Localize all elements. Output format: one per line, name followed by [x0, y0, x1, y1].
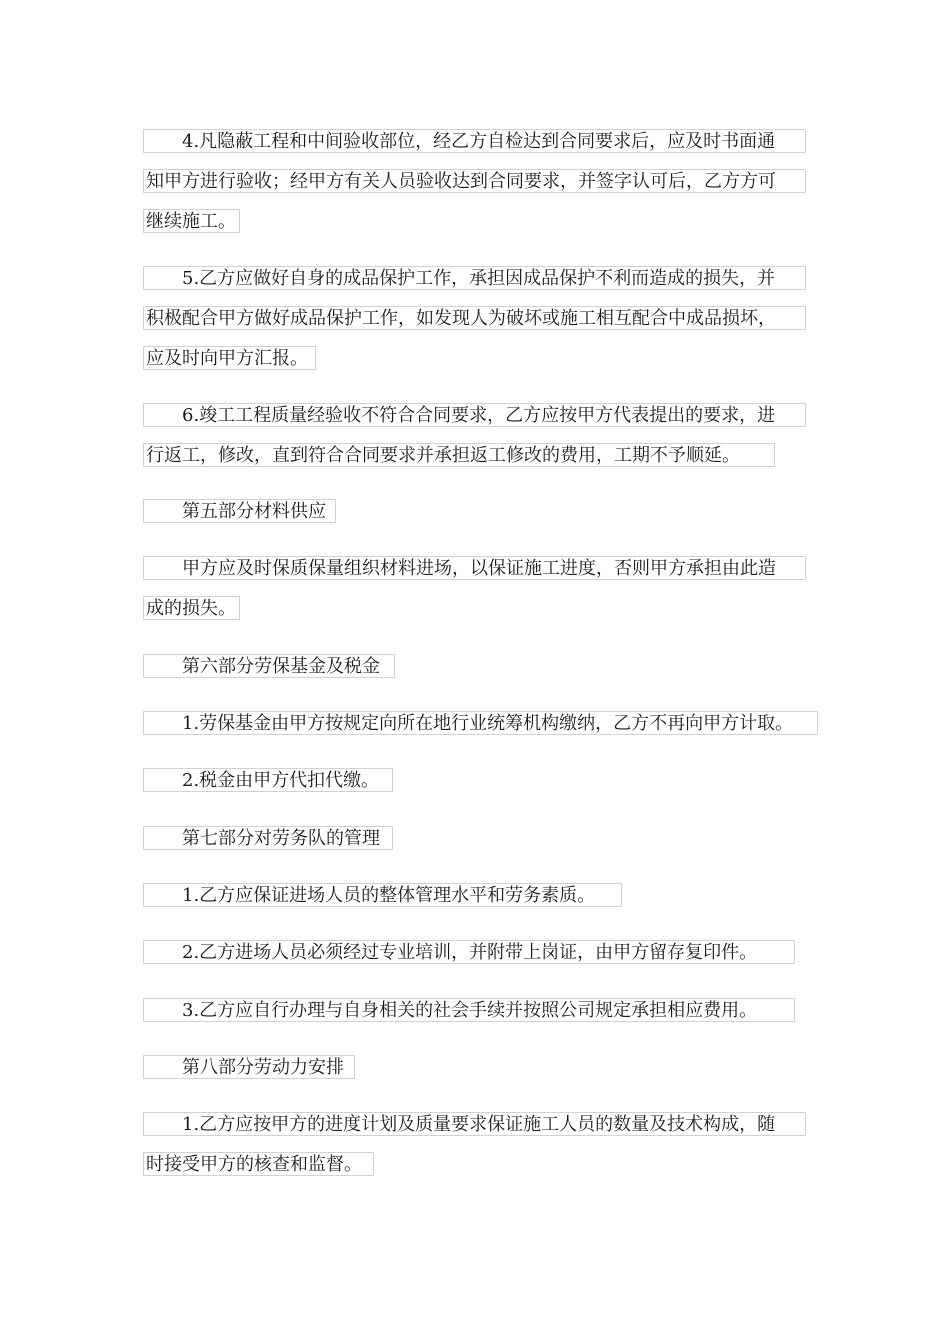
text-line: 1.劳保基金由甲方按规定向所在地行业统筹机构缴纳，乙方不再向甲方计取。	[143, 711, 818, 735]
text-line: 甲方应及时保质保量组织材料进场，以保证施工进度，否则甲方承担由此造	[143, 556, 806, 580]
text-line: 继续施工。	[143, 209, 240, 233]
text-line: 2.税金由甲方代扣代缴。	[143, 768, 393, 792]
text-line: 5.乙方应做好自身的成品保护工作，承担因成品保护不利而造成的损失，并	[143, 266, 806, 290]
section-heading-line: 第八部分劳动力安排	[143, 1055, 355, 1079]
text-line: 2.乙方进场人员必须经过专业培训，并附带上岗证，由甲方留存复印件。	[143, 940, 795, 964]
text-line: 成的损失。	[143, 596, 240, 620]
text-line: 应及时向甲方汇报。	[143, 346, 316, 370]
text-line: 行返工，修改，直到符合合同要求并承担返工修改的费用，工期不予顺延。	[143, 443, 775, 467]
section-heading-line: 第五部分材料供应	[143, 499, 336, 523]
section-heading-line: 第七部分对劳务队的管理	[143, 826, 393, 850]
section-heading-line: 第六部分劳保基金及税金	[143, 654, 395, 678]
text-line: 4.凡隐蔽工程和中间验收部位，经乙方自检达到合同要求后，应及时书面通	[143, 129, 806, 153]
text-line: 1.乙方应保证进场人员的整体管理水平和劳务素质。	[143, 883, 622, 907]
text-line: 1.乙方应按甲方的进度计划及质量要求保证施工人员的数量及技术构成，随	[143, 1112, 806, 1136]
text-line: 积极配合甲方做好成品保护工作，如发现人为破坏或施工相互配合中成品损坏，	[143, 306, 806, 330]
text-line: 时接受甲方的核查和监督。	[143, 1152, 374, 1176]
text-line: 3.乙方应自行办理与自身相关的社会手续并按照公司规定承担相应费用。	[143, 998, 795, 1022]
text-line: 6.竣工工程质量经验收不符合合同要求，乙方应按甲方代表提出的要求，进	[143, 403, 806, 427]
text-line: 知甲方进行验收；经甲方有关人员验收达到合同要求，并签字认可后，乙方方可	[143, 169, 806, 193]
